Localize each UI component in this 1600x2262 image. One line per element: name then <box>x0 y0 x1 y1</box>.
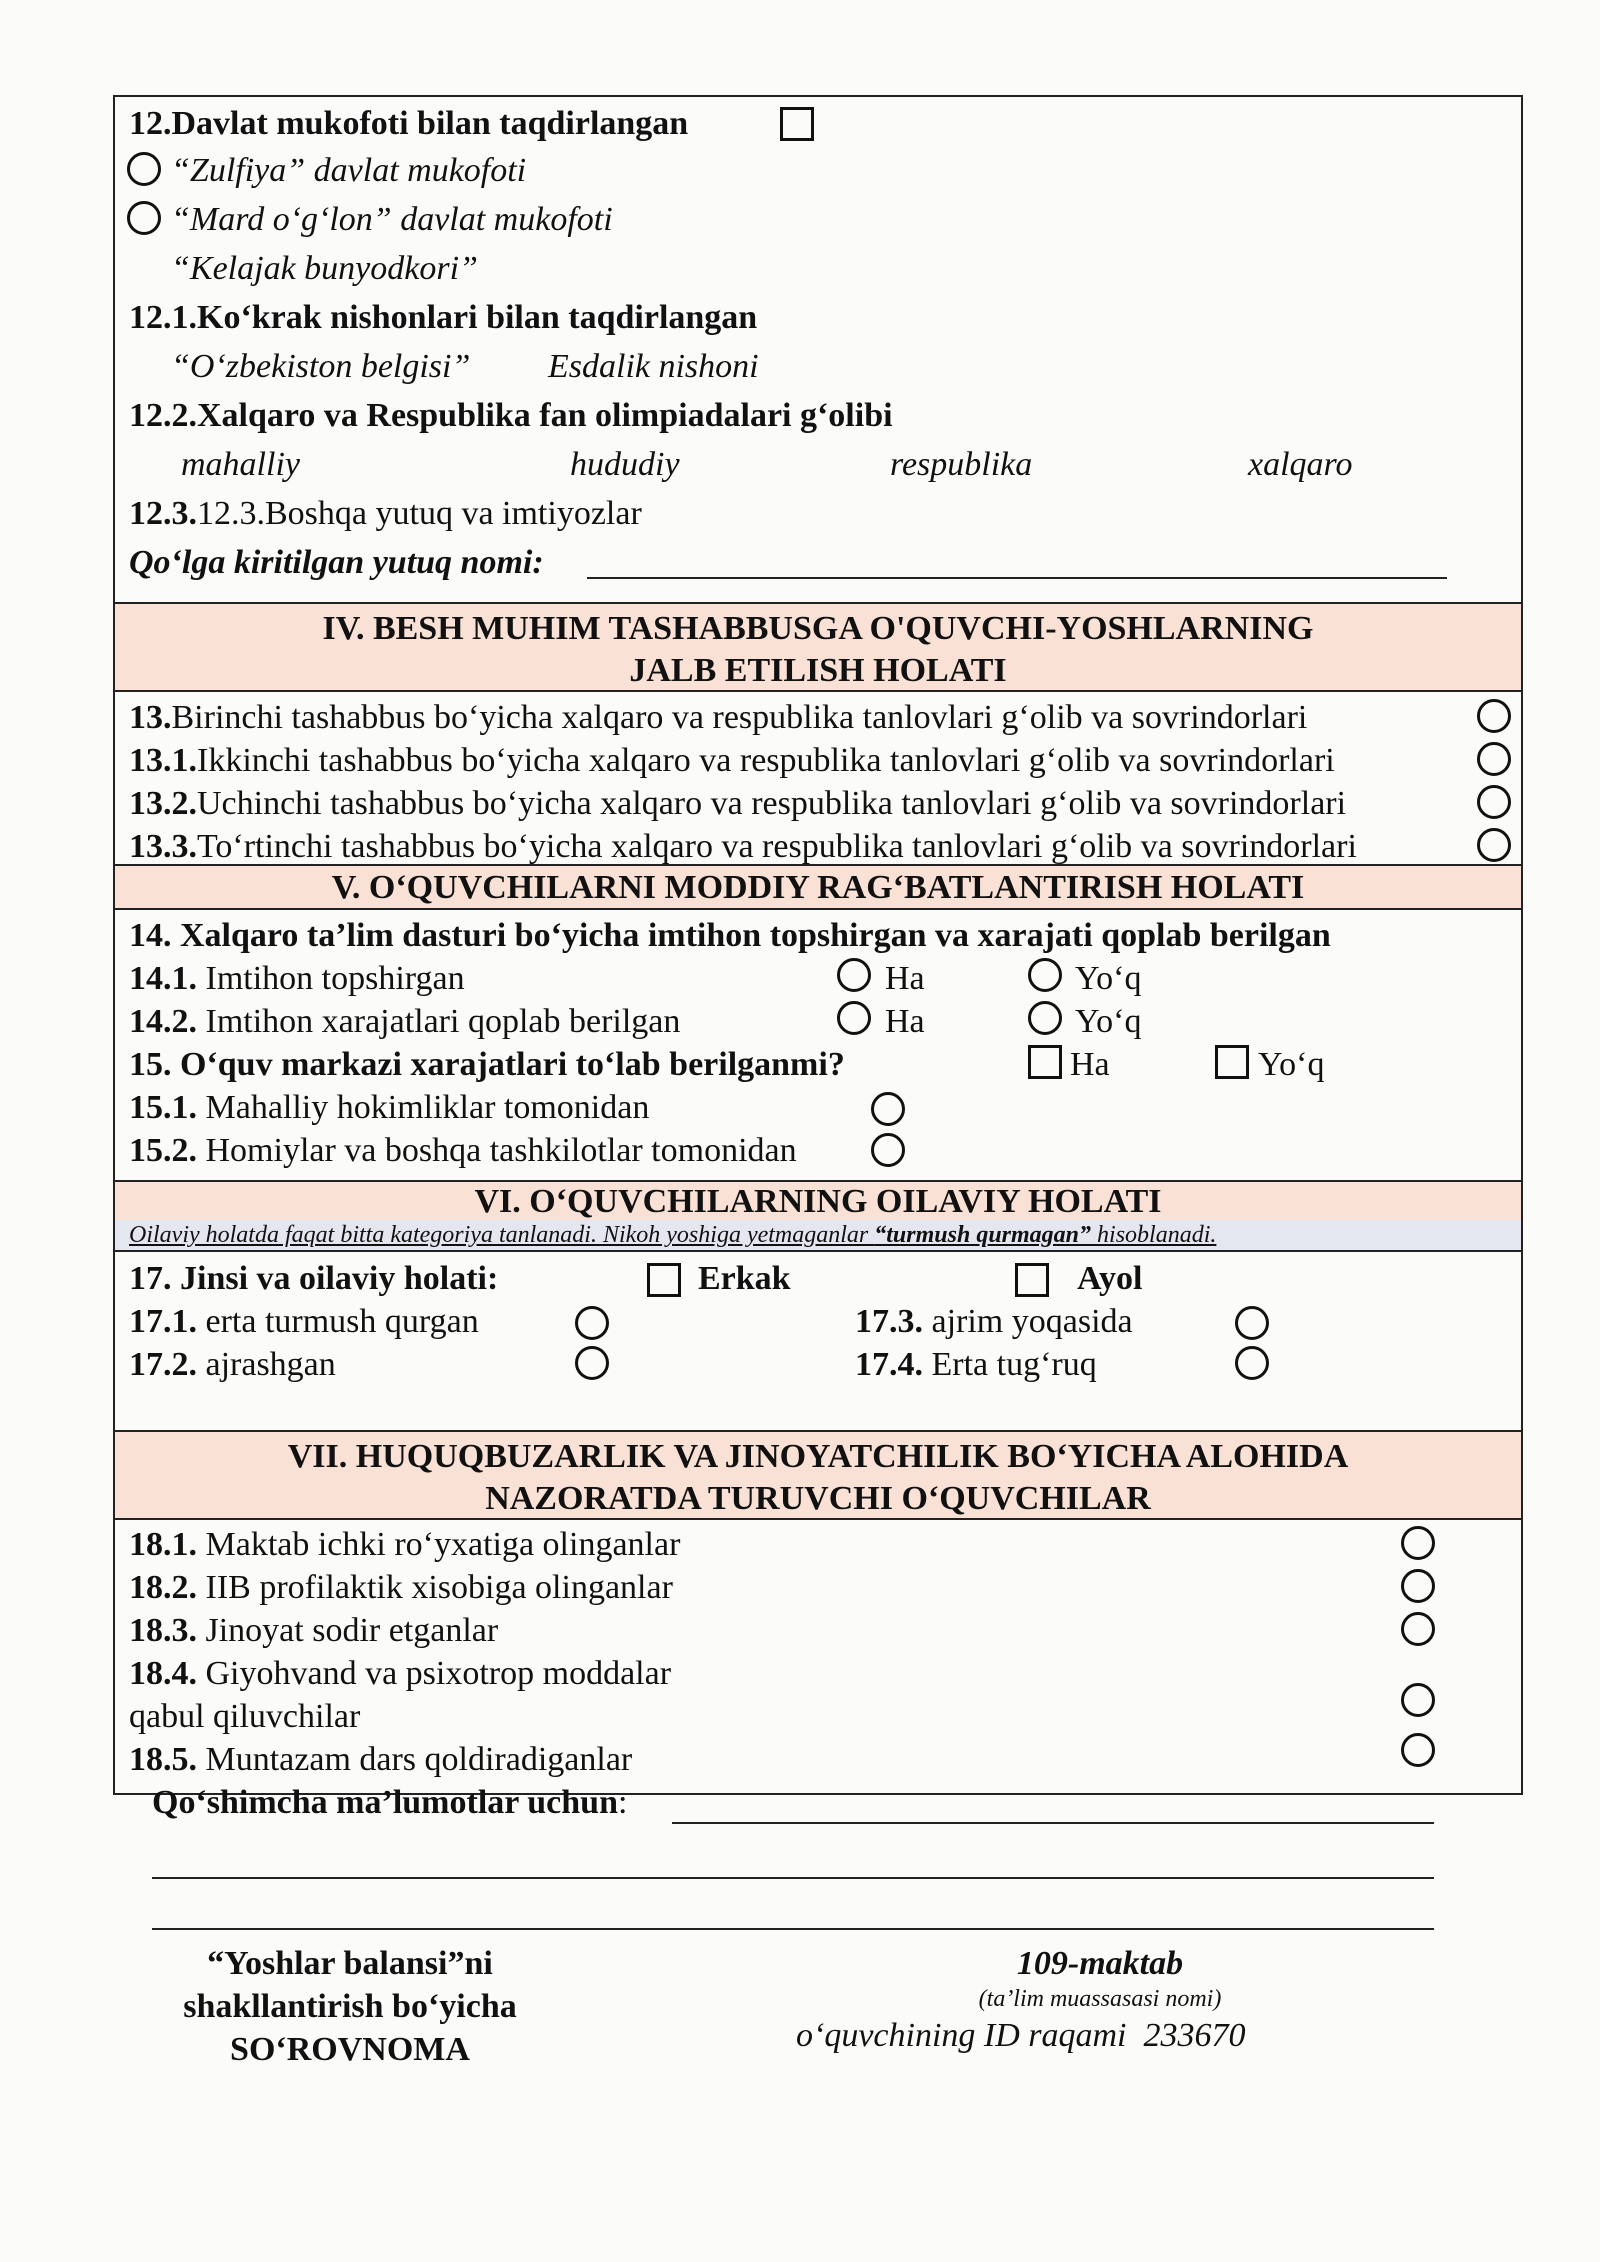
level-mahalliy: mahalliy <box>181 446 300 483</box>
zulfiya-radio[interactable] <box>127 152 161 186</box>
mard-oglon-label: “Mard o‘g‘lon” davlat mukofoti <box>171 201 613 238</box>
q14-2-yes-label: Ha <box>885 1003 925 1040</box>
section6-header <box>115 1182 1521 1220</box>
q15-1-label: 15.1. Mahalliy hokimliklar tomonidan <box>129 1089 650 1126</box>
section7-header <box>115 1432 1521 1518</box>
q18-3-label: 18.3. Jinoyat sodir etganlar <box>129 1612 499 1649</box>
divider <box>115 690 1521 692</box>
q13-3-radio[interactable] <box>1477 828 1511 862</box>
female-label: Ayol <box>1077 1260 1143 1297</box>
section4-title-line1: IV. BESH MUHIM TASHABBUSGA O'QUVCHI-YOSHLARNING <box>322 610 1314 647</box>
q18-5-radio[interactable] <box>1401 1733 1435 1767</box>
section4-title-line2: JALB ETILISH HOLATI <box>629 652 1007 689</box>
q18-1-radio[interactable] <box>1401 1526 1435 1560</box>
section6-note: Oilaviy holatda faqat bitta kategoriya tanlanadi. Nikoh yoshiga yetmaganlar “turmush qurmagan” hisoblanadi. <box>115 1220 1521 1250</box>
q13-2-label: 13.2.Uchinchi tashabbus bo‘yicha xalqaro va respublika tanlovlari g‘olib va sovrindorlari <box>129 785 1347 822</box>
q14-2-label: 14.2. Imtihon xarajatlari qoplab berilgan <box>129 1003 681 1040</box>
q17-1-radio[interactable] <box>575 1306 609 1340</box>
q18-5-label: 18.5. Muntazam dars qoldiradiganlar <box>129 1741 633 1778</box>
q15-yes-checkbox[interactable] <box>1028 1045 1062 1079</box>
q14-1-no-radio[interactable] <box>1028 958 1062 992</box>
survey-title-line1: “Yoshlar balansi”ni <box>207 1945 493 1982</box>
additional-info-label: Qo‘shimcha ma’lumotlar uchun: <box>152 1784 628 1821</box>
q17-3-label: 17.3. ajrim yoqasida <box>855 1303 1133 1340</box>
q17-4-label: 17.4. Erta tug‘ruq <box>855 1346 1097 1383</box>
q15-1-radio[interactable] <box>871 1092 905 1126</box>
level-xalqaro: xalqaro <box>1248 446 1353 483</box>
q15-2-radio[interactable] <box>871 1133 905 1167</box>
q14-2-no-label: Yo‘q <box>1075 1003 1142 1040</box>
q13-1-radio[interactable] <box>1477 742 1511 776</box>
q18-4-radio[interactable] <box>1401 1683 1435 1717</box>
q17-4-radio[interactable] <box>1235 1346 1269 1380</box>
kelajak-label: “Kelajak bunyodkori” <box>171 250 478 287</box>
q13-radio[interactable] <box>1477 699 1511 733</box>
q18-4-label-cont: qabul qiluvchilar <box>129 1698 361 1735</box>
student-id-line <box>796 2014 1246 2057</box>
q14-1-no-label: Yo‘q <box>1075 960 1142 997</box>
section5-title: V. O‘QUVCHILARNI MODDIY RAG‘BATLANTIRISH HOLATI <box>331 869 1305 906</box>
school-caption: (ta’lim muassasasi nomi) <box>978 1986 1222 2012</box>
section7-title-line2: NAZORATDA TURUVCHI O‘QUVCHILAR <box>485 1480 1151 1517</box>
divider <box>115 908 1521 910</box>
student-id-label: o‘quvchining ID raqami <box>796 2017 1127 2054</box>
q14-label: 14. Xalqaro ta’lim dasturi bo‘yicha imtihon topshirgan va xarajati qoplab berilgan <box>129 917 1331 954</box>
q18-1-label: 18.1. Maktab ichki ro‘yxatiga olinganlar <box>129 1526 681 1563</box>
q18-2-radio[interactable] <box>1401 1569 1435 1603</box>
female-checkbox[interactable] <box>1015 1263 1049 1297</box>
esdalik-nishoni-label: Esdalik nishoni <box>548 348 759 385</box>
school-name: 109-maktab <box>1016 1945 1184 1982</box>
q18-3-radio[interactable] <box>1401 1612 1435 1646</box>
achievement-name-label: Qo‘lga kiritilgan yutuq nomi: <box>129 544 544 581</box>
q18-4-label: 18.4. Giyohvand va psixotrop moddalar <box>129 1655 672 1692</box>
q17-2-radio[interactable] <box>575 1346 609 1380</box>
q12-2-label: 12.2.Xalqaro va Respublika fan olimpiadalari g‘olibi <box>129 397 893 434</box>
q15-2-label: 15.2. Homiylar va boshqa tashkilotlar tomonidan <box>129 1132 797 1169</box>
additional-info-line-2[interactable] <box>152 1877 1434 1879</box>
survey-title <box>150 1942 550 2071</box>
q14-1-label: 14.1. Imtihon topshirgan <box>129 960 465 997</box>
divider <box>115 1518 1521 1520</box>
q14-2-yes-radio[interactable] <box>837 1001 871 1035</box>
zulfiya-label: “Zulfiya” davlat mukofoti <box>171 152 527 189</box>
q13-1-label: 13.1.Ikkinchi tashabbus bo‘yicha xalqaro va respublika tanlovlari g‘olib va sovrindorlari <box>129 742 1335 779</box>
student-id-value: 233670 <box>1143 2017 1246 2054</box>
survey-title-line3: SO‘ROVNOMA <box>230 2031 470 2068</box>
q15-label: 15. O‘quv markazi xarajatlari to‘lab berilganmi? <box>129 1046 845 1083</box>
q15-yes-label: Ha <box>1070 1046 1110 1083</box>
q12-checkbox[interactable] <box>780 107 814 141</box>
male-label: Erkak <box>698 1260 791 1297</box>
level-hududiy: hududiy <box>570 446 680 483</box>
additional-info-field[interactable] <box>672 1822 1434 1824</box>
questionnaire-form <box>113 95 1523 1795</box>
section5-header <box>115 866 1521 908</box>
section6-title: VI. O‘QUVCHILARNING OILAVIY HOLATI <box>474 1183 1162 1220</box>
additional-info-line-3[interactable] <box>152 1928 1434 1930</box>
divider <box>115 1250 1521 1252</box>
q12-label: 12.Davlat mukofoti bilan taqdirlangan <box>129 105 689 142</box>
q15-no-checkbox[interactable] <box>1215 1045 1249 1079</box>
q14-2-no-radio[interactable] <box>1028 1001 1062 1035</box>
section4-header <box>115 604 1521 690</box>
q15-no-label: Yo‘q <box>1258 1046 1325 1083</box>
q12-3-text: 12.3.Boshqa yutuq va imtiyozlar <box>197 495 642 532</box>
q17-3-radio[interactable] <box>1235 1306 1269 1340</box>
q17-1-label: 17.1. erta turmush qurgan <box>129 1303 479 1340</box>
level-respublika: respublika <box>890 446 1033 483</box>
q12-1-label: 12.1.Ko‘krak nishonlari bilan taqdirlangan <box>129 299 758 336</box>
q13-2-radio[interactable] <box>1477 785 1511 819</box>
q13-label: 13.Birinchi tashabbus bo‘yicha xalqaro va respublika tanlovlari g‘olib va sovrindorlari <box>129 699 1308 736</box>
q13-3-label: 13.3.To‘rtinchi tashabbus bo‘yicha xalqaro va respublika tanlovlari g‘olib va sovrindorlari <box>129 828 1357 865</box>
q18-2-label: 18.2. IIB profilaktik xisobiga olinganlar <box>129 1569 673 1606</box>
survey-title-line2: shakllantirish bo‘yicha <box>183 1988 517 2025</box>
ozbekiston-belgisi-label: “O‘zbekiston belgisi” <box>171 348 471 385</box>
section7-title-line1: VII. HUQUQBUZARLIK VA JINOYATCHILIK BO‘YICHA ALOHIDA <box>287 1438 1349 1475</box>
male-checkbox[interactable] <box>647 1263 681 1297</box>
achievement-name-field[interactable] <box>587 577 1447 579</box>
q12-3-label: 12.3.12.3.Boshqa yutuq va imtiyozlar <box>129 495 642 532</box>
q14-1-yes-radio[interactable] <box>837 958 871 992</box>
q14-1-yes-label: Ha <box>885 960 925 997</box>
q17-label: 17. Jinsi va oilaviy holati: <box>129 1260 499 1297</box>
mard-oglon-radio[interactable] <box>127 201 161 235</box>
q17-2-label: 17.2. ajrashgan <box>129 1346 336 1383</box>
